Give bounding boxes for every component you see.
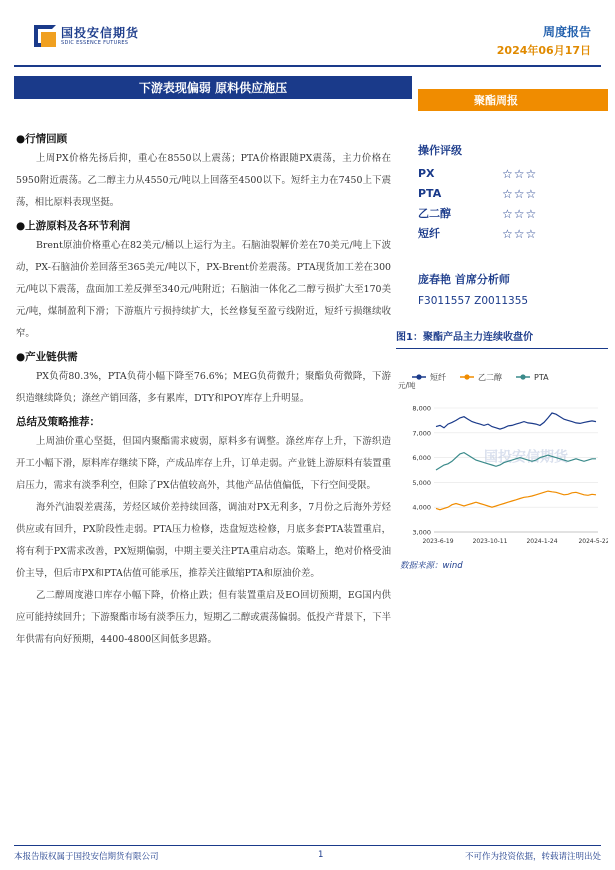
rating-name: 短纤 (418, 227, 440, 240)
legend-label: PTA (534, 373, 549, 382)
header-divider (14, 65, 601, 67)
rating-title: 操作评级 (418, 144, 462, 157)
analyst-info (418, 271, 608, 310)
rating-row (418, 224, 608, 244)
y-tick-label: 6,000 (412, 454, 431, 463)
legend-label: 乙二醇 (478, 373, 502, 382)
legend-label: 短纤 (430, 373, 446, 382)
series-line-短纤 (436, 413, 596, 429)
y-tick-label: 8,000 (412, 404, 431, 413)
y-tick-label: 7,000 (412, 429, 431, 438)
section-paragraph: 上周PX价格先扬后抑，重心在8550以上震荡；PTA价格跟随PX震荡，主力价格在5950附近震荡。乙二醇主力从4550元/吨以上回落至4500以下。短纤主力在7450上下震荡，相比原料表现坚挺。 (16, 153, 391, 208)
logo-mark-icon (34, 25, 56, 47)
x-tick-label: 2024-1-24 (526, 538, 558, 545)
star-icon: ☆☆☆ (502, 187, 538, 201)
logo-cn-text: 国投安信期货 (61, 25, 140, 40)
section-paragraph: Brent原油价格重心在82美元/桶以上运行为主。石脑油裂解价差在70美元/吨上下波动，PX-石脑油价差回落至365美元/吨以下，PX-Brent价差震荡。PTA现货加工差在300元/吨以下震荡，盘面加工差反弹至340元/吨附近；石脑油一体化乙二醇亏损扩大至170美元/吨，煤制盈利下滑；下游瓶片亏损持续扩大，长丝修复至盈亏线附近，短纤亏损继续收窄。 (16, 240, 391, 339)
price-chart-svg (396, 360, 608, 554)
footer-divider (14, 845, 601, 846)
legend-marker (464, 374, 469, 379)
figure-source: 数据来源：wind (400, 561, 463, 571)
legend-marker (520, 374, 525, 379)
star-icon: ☆☆☆ (502, 207, 538, 221)
operation-rating (418, 142, 608, 244)
section-paragraph: 海外汽油裂差震荡，芳烃区域价差持续回落，调油对PX无利多，7月份之后海外芳烃供应或有回升，PX阶段性走弱。PTA压力检修，迭盘短迭检修，月底多套PTA装置重启，将有利于PX需求改善，PX短期偏弱，中期主要关注PTA重启动态。策略上，绝对价格受油价主导，但后市PX和PTA估值可能承压，推荐关注做缩PTA和原油价差。 (16, 502, 391, 579)
price-chart (396, 360, 608, 554)
rating-name: PTA (418, 187, 442, 200)
analyst-name: 庞春艳 首席分析师 (418, 273, 510, 286)
section-paragraph: 乙二醇周度港口库存小幅下降，价格止跌；但有装置重启及EO回切预期，EG国内供应可能持续回升；下游聚酯市场有淡季压力，短期乙二醇或震荡偏弱。低投产背景下，下半年供需有向好预期，4400-4800区间低多思路。 (16, 590, 392, 645)
x-tick-label: 2024-5-22 (578, 538, 608, 545)
y-tick-label: 3,000 (412, 528, 431, 537)
rating-row (418, 184, 608, 204)
section-heading: 总结及策略推荐： (16, 416, 100, 428)
y-tick-label: 5,000 (412, 478, 431, 487)
y-tick-label: 4,000 (412, 503, 431, 512)
section-heading: ●行情回顾 (16, 133, 68, 145)
x-tick-label: 2023-10-11 (472, 538, 508, 545)
star-icon: ☆☆☆ (502, 167, 538, 181)
rating-name: PX (418, 167, 435, 180)
report-date: 2024年06月17日 (496, 44, 591, 57)
y-axis-unit: 元/吨 (398, 381, 416, 390)
footer-copyright: 本报告版权属于国投安信期货有限公司 (14, 852, 159, 862)
page-number: 1 (318, 850, 324, 860)
watermark-logo: 国投安信期货 (484, 449, 568, 466)
rating-row (418, 164, 608, 184)
report-type: 周度报告 (542, 25, 591, 39)
section-heading: ●产业链供需 (16, 351, 78, 363)
section-paragraph: PX负荷80.3%，PTA负荷小幅下降至76.6%；MEG负荷微升；聚酯负荷微降，下游织造继续降负；涤丝产销回落，多有累库，DTY和POY库存上升明显。 (16, 371, 391, 404)
company-logo (34, 25, 139, 47)
star-icon: ☆☆☆ (502, 227, 538, 241)
analyst-id: F3011557 Z0011355 (418, 295, 529, 307)
rating-row (418, 204, 608, 224)
figure-title-bar (396, 329, 608, 349)
footer-disclaimer: 不可作为投资依据，转载请注明出处 (464, 852, 601, 862)
x-tick-label: 2023-6-19 (422, 538, 454, 545)
rating-name: 乙二醇 (418, 207, 451, 220)
section-heading: ●上游原料及各环节利润 (16, 220, 131, 232)
legend-marker (416, 374, 421, 379)
logo-en-text: SDIC ESSENCE FUTURES (61, 39, 129, 46)
main-content (16, 130, 391, 651)
report-tag: 聚酯周报 (418, 89, 608, 111)
section-paragraph: 上周油价重心坚挺，但国内聚酯需求疲弱，原料多有调整。涤丝库存上升，下游织造开工小幅下滑，原料库存继续下降，产成品库存上升，订单走弱。产业链上游原料有装置重启压力，需求有淡季利空，但除了PX估值较高外，其他产品估值偏低，下行空间受限。 (16, 436, 392, 491)
report-meta (497, 24, 591, 59)
figure-title: 图1：聚酯产品主力连续收盘价 (396, 332, 533, 343)
banner-title: 下游表现偏弱 原料供应施压 (14, 76, 412, 99)
